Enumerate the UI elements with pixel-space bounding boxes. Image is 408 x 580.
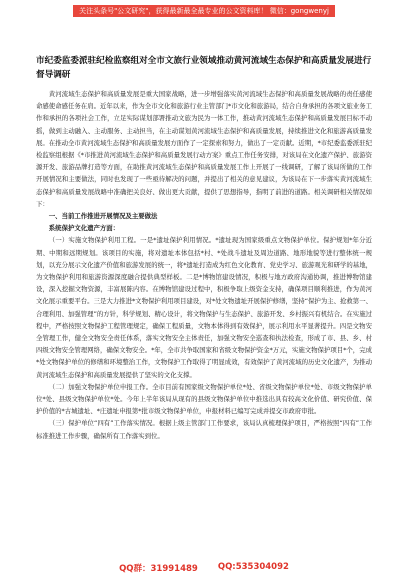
- document-title: 市纪委监委派驻纪检监察组对全市文旅行业领域推动黄河流域生态保护和高质量发展进行督导调研: [36, 56, 372, 80]
- promo-banner-text: 关注头条号"公文研究"，获得最新最全最专业的公文资料库！ 微信：gongwenyj: [73, 5, 335, 17]
- section-heading: 一、当前工作推进开展情况及主要做法: [48, 212, 158, 221]
- qq-group-number: QQ群：31991489: [119, 564, 198, 574]
- paragraph: （三）保护单位“四有”工作落实情况。根据上级主管部门工作要求，该局认真梳理保护项目，严格按照“四有”工作标准推进工作步骤，确保所有工作落实到位。: [36, 419, 372, 440]
- paragraph: 黄河流域生态保护和高质量发展是重大国家战略，进一步增强落实黄河流域生态保护和高质量发展战略的责任感使命感使命感任务在肩。近年以来，作为全市文化和旅游行业主管部门*市文化和旅游局，结合自身承担的各项文旅业务工作和承担的各项社会工作，立足实际谋划部署推动文旅为民为一体工作，推动黄河流域生态保护和高质量发展目标不动摇，做到主动融入、主动服务、主动担当，在主动谋划黄河流域生态保护和高质量发展，持续推进文化和旅游高质量发展。在推动全市黄河流域生态保护和高质量发展方面作了一定探索和努力，做出了一定贡献。近期，*市纪委监委派驻纪检监察组根据《*市推进黄河流域生态保护和高质量发展行动方案》重点工作任务安排，对该局在文化遗产保护、旅游资源开发、旅游品牌打造等方面，在助推黄河流域生态保护和高质量发展工作上开展了一线调研，了解了该局所做的工作开展情况和主要做法，同时也发现了一些亟待解决的问题，并提出了相关的意见建议，为该局在下一步落实黄河流域生态保护和高质量发展战略中准确把关良好、做出更大贡献，提供了思想指导，指明了前进的道路。相关调研相关情况如下：: [36, 90, 372, 208]
- document-body: [36, 88, 372, 442]
- contact-footer: [0, 562, 408, 574]
- qq-number: QQ:535304092: [217, 562, 289, 572]
- paragraph: （二）加强文物保护单位申报工作。全市目前有国家级文物保护单位*处、省级文物保护单位*处、市级文物保护单位*处、县级文物保护单位*处。今年上半年该局从现有的县级文物保护单位中推选出具有较高文化价值、研究价值、保护价值的*古城遗址、*庄遗址申报第*批市级文物保护单位，申报材料已编写完成并提交市政府审批。: [36, 382, 372, 416]
- subsection-heading: 系统保护文化遗产方面：: [48, 224, 120, 233]
- promo-banner[interactable]: [0, 0, 408, 22]
- paragraph: （一）实施文物保护利用工程。一是*遗址保护利用情况。*遗址现为国家级重点文物保护单位。保护规划*年分近期、中期和远期规划。该项目的实施，将对遗址本体包括*村、*处战斗遗址及周边道路、地形地貌等进行整体统一规划，以充分展示文化遗产价值和旅游发展的统一，将*遗址打造成为红色文化教育、党史学习、旅游观光和研学的基地，为文物保护利用和旅游资源深度融合提供典型样板。二是*博物馆建设情况，积极与地方政府沟通协调，推进博物馆建设，深入挖掘文物资源，丰富展陈内容。在博物馆建设过程中，积极争取上级资金支持，确保项目顺利推进，作为黄河文化展示重要平台。三是大力推进*文物保护利用项目建设，对*处文物遗址开展保护修缮，坚持“保护为主、抢救第一、合理利用、加强管理”的方针，科学规划、精心设计，将文物保护与生态保护、旅游开发、乡村振兴有机结合。在实施过程中，严格按照文物保护工程管理规定，确保工程质量，文物本体得到有效保护，展示利用水平显著提升。四是文物安全管理工作，健全文物安全责任体系，落实文物安全主体责任，加强文物安全巡查和执法检查，形成了市、县、乡、村四级文物安全管理网络，确保文物安全。*年，全市共争取国家和省级文物保护资金*万元，实施文物保护项目*个，完成*处文物保护单位的修缮和环境整治工作，文物保护工作取得了明显成效，有效保护了黄河流域的历史文化遗产，为推动黄河流域生态保护和高质量发展提供了坚实的文化支撑。: [36, 236, 372, 379]
